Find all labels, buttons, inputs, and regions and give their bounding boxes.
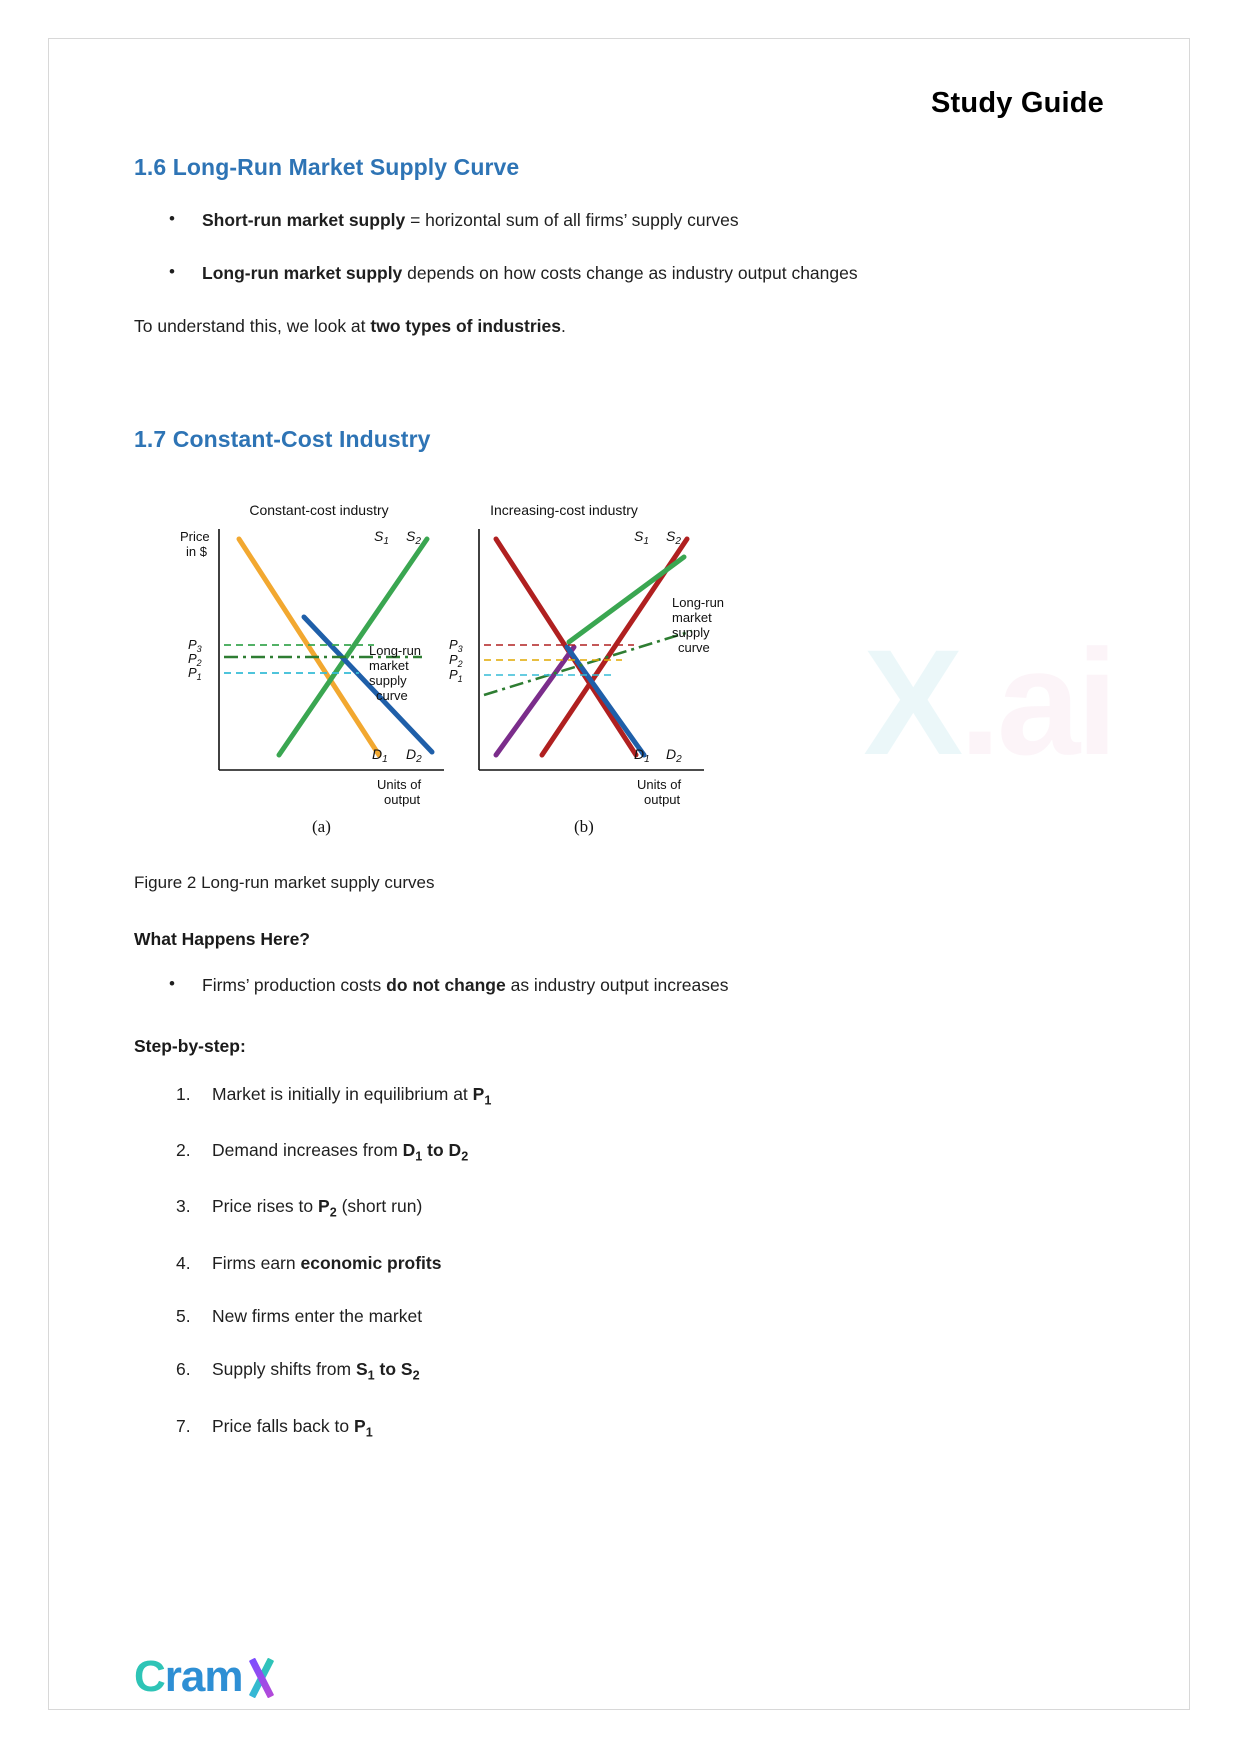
step-bold: economic profits bbox=[300, 1252, 442, 1273]
panel-a-label-d1: $D_1$ bbox=[372, 746, 388, 766]
svg-text:market: market bbox=[672, 610, 712, 626]
panel-b-tick-p2: $P_2$ bbox=[449, 652, 463, 670]
paragraph-post: . bbox=[560, 316, 566, 337]
step-bold: $P_1$ bbox=[472, 1083, 492, 1107]
what-happens-heading: What Happens Here? bbox=[134, 929, 310, 950]
document-page bbox=[48, 38, 1190, 1710]
panel-a-label-s1: $S_1$ bbox=[374, 528, 389, 548]
list-item bbox=[134, 972, 1104, 999]
bullet-bold-text: Long-run market supply bbox=[202, 263, 403, 284]
panel-b-tick-p1: $P_1$ bbox=[449, 667, 463, 685]
step-text: Price rises to bbox=[212, 1196, 318, 1217]
what-happens-list bbox=[134, 972, 1104, 999]
step-text: Price falls back to bbox=[212, 1415, 354, 1436]
page-content bbox=[49, 87, 1189, 1757]
paragraph-pre: To understand this, we look at bbox=[134, 316, 371, 337]
logo-part-2: ram bbox=[164, 1652, 243, 1701]
svg-text:market: market bbox=[369, 658, 409, 674]
panel-a-y-label-1: Price bbox=[180, 529, 210, 545]
panel-b-tick-p3: $P_3$ bbox=[449, 637, 463, 655]
svg-text:supply: supply bbox=[369, 673, 407, 689]
bullet-post: as industry output increases bbox=[505, 975, 729, 996]
list-item bbox=[134, 1137, 1104, 1166]
panel-a-y-label-2: in $ bbox=[186, 544, 207, 560]
bullet-pre: Firms’ production costs bbox=[202, 975, 387, 996]
figure-caption: Figure 2 Long-run market supply curves bbox=[134, 873, 435, 893]
panel-b-label-s2: $S_2$ bbox=[666, 528, 681, 548]
watermark bbox=[863, 618, 1114, 787]
list-item bbox=[134, 207, 1104, 234]
panel-a-x-label-1: Units of bbox=[377, 777, 422, 793]
watermark-x: X bbox=[863, 618, 960, 787]
step-bold: $P_1$ bbox=[354, 1415, 373, 1440]
paragraph-two-types bbox=[134, 313, 1104, 340]
logo-part-1: C bbox=[134, 1652, 165, 1701]
step-bold: $D_1$ to $D_2$ bbox=[402, 1139, 469, 1164]
bullet-rest-text: = horizontal sum of all firms’ supply curves bbox=[405, 210, 739, 230]
panel-b-x-label-1: Units of bbox=[637, 777, 682, 793]
panel-a-label-d2: $D_2$ bbox=[406, 746, 422, 766]
panel-b-tag: (b) bbox=[574, 817, 594, 837]
panel-a-tick-p3: $P_3$ bbox=[188, 637, 202, 655]
step-by-step-heading: Step-by-step: bbox=[134, 1035, 246, 1056]
panel-a-tick-p1: $P_1$ bbox=[188, 665, 202, 683]
bullet-rest-text: depends on how costs change as industry output changes bbox=[402, 263, 858, 284]
step-bold: $S_1$ to $S_2$ bbox=[355, 1359, 420, 1383]
figure-long-run-supply-curves bbox=[144, 497, 784, 847]
section-heading-1-7: 1.7 Constant-Cost Industry bbox=[134, 426, 431, 453]
panel-a-title: Constant-cost industry bbox=[249, 502, 389, 519]
panel-a-tag: (a) bbox=[312, 817, 331, 837]
step-sub: 1 bbox=[484, 1093, 492, 1107]
panel-a-tick-p2: $P_2$ bbox=[188, 651, 202, 669]
panel-a-label-s2: $S_2$ bbox=[406, 528, 421, 548]
step-text: New firms enter the market bbox=[212, 1305, 423, 1326]
panel-a-lrs-label: Long-run bbox=[369, 643, 422, 659]
list-item bbox=[134, 1356, 1104, 1385]
list-item bbox=[134, 260, 1104, 287]
cramx-logo bbox=[134, 1652, 281, 1701]
step-bold: $P_2$ bbox=[318, 1196, 337, 1220]
panel-b-title: Increasing-cost industry bbox=[490, 502, 638, 519]
list-item bbox=[134, 1413, 1104, 1442]
step-list bbox=[134, 1081, 1104, 1442]
step-text: Firms earn bbox=[212, 1252, 301, 1273]
svg-text:curve: curve bbox=[678, 640, 710, 656]
page-title: Study Guide bbox=[931, 87, 1104, 119]
step-text: Demand increases from bbox=[212, 1139, 403, 1160]
panel-b-lrs-label: Long-run bbox=[672, 595, 725, 611]
bullet-list-1-6 bbox=[134, 207, 1104, 287]
panel-b-label-d1: $D_1$ bbox=[634, 746, 650, 766]
figure-container bbox=[134, 497, 1114, 867]
panel-b-label-s1: $S_1$ bbox=[634, 528, 649, 548]
bullet-bold: do not change bbox=[386, 975, 506, 996]
section-heading-1-6: 1.6 Long-Run Market Supply Curve bbox=[134, 154, 520, 180]
list-item bbox=[134, 1250, 1104, 1276]
step-text: Market is initially in equilibrium at bbox=[212, 1083, 473, 1104]
panel-b-label-d2: $D_2$ bbox=[666, 746, 682, 766]
svg-text:curve: curve bbox=[376, 688, 408, 704]
list-item bbox=[134, 1081, 1104, 1110]
watermark-ai: .ai bbox=[959, 618, 1114, 787]
bullet-bold-text: Short-run market supply bbox=[202, 210, 406, 230]
step-text: Supply shifts from bbox=[212, 1359, 356, 1380]
svg-text:supply: supply bbox=[672, 625, 710, 641]
list-item bbox=[134, 1303, 1104, 1329]
list-item bbox=[134, 1193, 1104, 1222]
step-post: (short run) bbox=[336, 1196, 423, 1217]
panel-b-x-label-2: output bbox=[644, 792, 681, 808]
logo-x-icon bbox=[243, 1657, 281, 1697]
paragraph-bold: two types of industries bbox=[370, 316, 561, 337]
panel-a-x-label-2: output bbox=[384, 792, 421, 808]
